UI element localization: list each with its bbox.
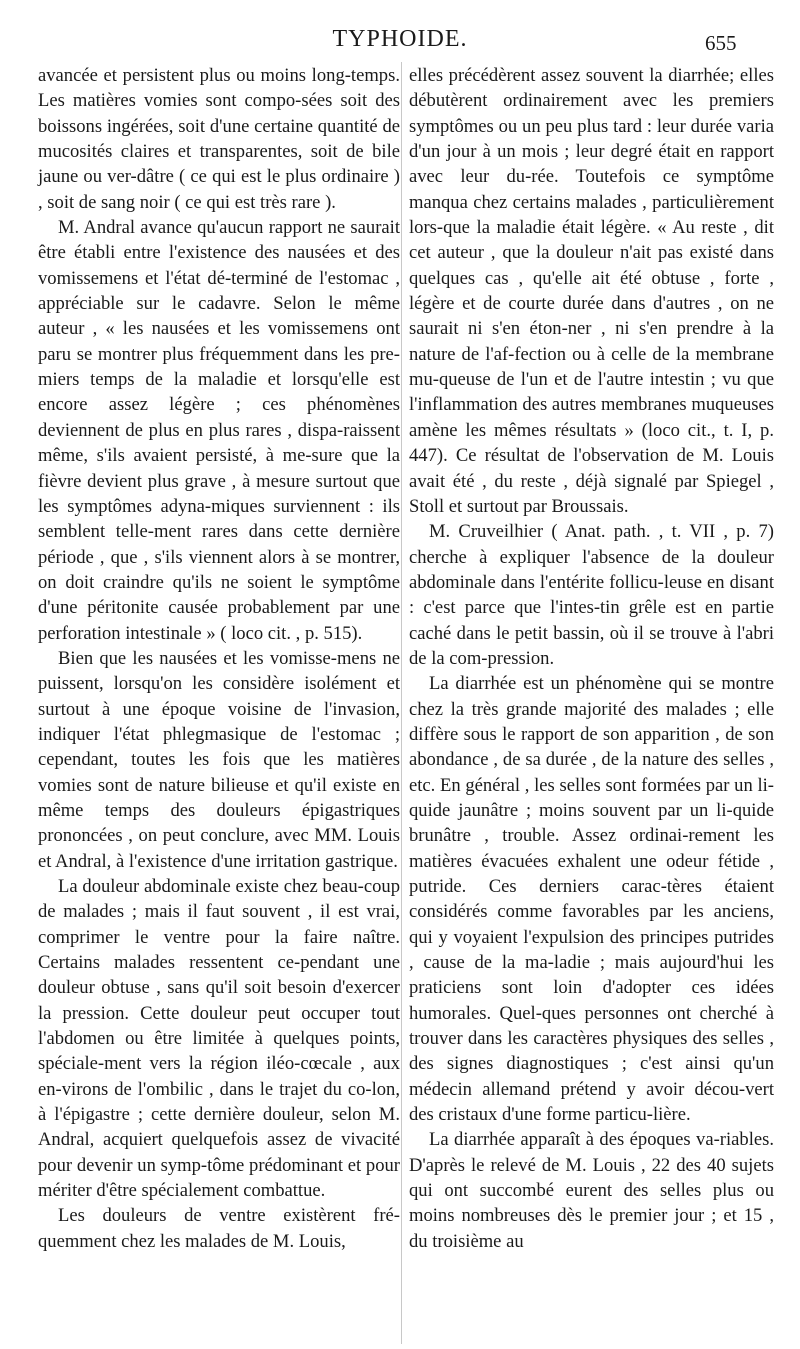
running-title: TYPHOIDE.: [332, 26, 468, 52]
paragraph: elles précédèrent assez souvent la diarrhée; elles débutèrent ordinairement avec les premiers symptômes ou un peu plus tard : leur durée varia d'un jour à un mois ; leur degré était en rapport avec leur du-rée. Toutefois ce symptôme manqua chez certains malades , particulièrement lors-que la maladie était légère. « Au reste , dit cet auteur , que la douleur n'ait pas existé dans quelques cas , qu'elle ait été obtuse , forte , légère et de courte durée dans d'autres , on ne saurait ni s'en éton-ner , ni s'en prendre à la nature de l'af-fection ou à celle de la membrane mu-queuse de l'un et de l'autre intestin ; vu que l'inflammation des autres membranes muqueuses amène les mêmes résultats » (loco cit., t. I, p. 447). Ce résultat de l'observation de M. Louis avait été , du reste , déjà signalé par Spiegel , Stoll et surtout par Broussais.: [409, 65, 774, 517]
right-column: [409, 63, 774, 1254]
running-head: [140, 26, 660, 54]
column-divider: [401, 62, 402, 1344]
paragraph: M. Andral avance qu'aucun rapport ne saurait être établi entre l'existence des nausées et des vomissemens et l'état dé-terminé de l'estomac , appréciable sur le cadavre. Selon le même auteur , « les nausées et les vomissemens ont paru se montrer plus fréquemment dans les pre-miers temps de la maladie et lorsqu'elle est encore assez légère ; ces phénomènes deviennent de plus en plus rares , dispa-raissent même, s'ils avaient persisté, à me-sure que la fièvre devient plus grave , à mesure surtout que les symptômes adyna-miques surviennent : ils semblent telle-ment rares dans cette dernière période , que , s'ils viennent alors à se montrer, on doit craindre qu'ils ne soient le symptôme d'une péritonite causée probablement par une perforation intestinale » ( loco cit. , p. 515).: [38, 217, 400, 644]
page-number: 655: [705, 31, 737, 55]
paragraph: Les douleurs de ventre existèrent fré-quemment chez les malades de M. Louis,: [38, 1205, 400, 1252]
paragraph: La diarrhée apparaît à des époques va-riables. D'après le relevé de M. Louis , 22 des 40 sujets qui ont succombé eurent des selles plus ou moins nombreuses dès le premier jour ; et 15 , du troisième au: [409, 1129, 774, 1252]
paragraph: La diarrhée est un phénomène qui se montre chez la très grande majorité des malades ; elle diffère sous le rapport de son apparition , de son abondance , de sa durée , de la nature des selles , etc. En général , les selles sont formées par un li-quide jaunâtre ; moins souvent par un li-quide brunâtre , trouble. Assez ordinai-rement les matières évacuées exhalent une odeur fétide , putride. Ces derniers carac-tères étaient considérés comme favorables par les anciens, qui y voyaient l'expulsion des principes putrides , cause de la ma-ladie ; mais aujourd'hui les praticiens sont loin d'adopter ces idées humorales. Quel-ques personnes ont cherché à trouver dans les caractères physiques des selles , des signes diagnostiques ; c'est ainsi qu'un médecin allemand prétend y avoir décou-vert des cristaux d'une forme particu-lière.: [409, 673, 774, 1126]
paragraph: La douleur abdominale existe chez beau-coup de malades ; mais il faut souvent , il est vrai, comprimer le ventre pour la faire naître. Certains malades ressentent ce-pendant une douleur obtuse , sans qu'il soit besoin d'exercer la pression. Cette douleur peut occuper tout l'abdomen ou être limitée à quelques points, spéciale-ment vers la région iléo-cœcale , aux en-virons de l'ombilic , dans le trajet du co-lon, à l'épigastre ; cette dernière douleur, selon M. Andral, acquiert quelquefois assez de vivacité pour devenir un symp-tôme prédominant et pour mériter d'être spécialement combattue.: [38, 876, 400, 1202]
left-column: [38, 63, 400, 1254]
paragraph: Bien que les nausées et les vomisse-mens ne puissent, lorsqu'on les considère isolément et surtout à une époque voisine de l'invasion, indiquer l'état phlegmasique de l'estomac ; cependant, toutes les fois que les matières vomies sont de nature bilieuse et qu'il existe en même temps des douleurs épigastriques prononcées , on peut conclure, avec MM. Louis et Andral, à l'existence d'une irritation gastrique.: [38, 647, 400, 872]
paragraph: avancée et persistent plus ou moins long-temps. Les matières vomies sont compo-sées soit des boissons ingérées, soit d'une certaine quantité de mucosités claires et transparentes, soit de bile jaune ou ver-dâtre ( ce qui est le plus ordinaire ) , soit de sang noir ( ce qui est très rare ).: [38, 65, 400, 213]
paragraph: M. Cruveilhier ( Anat. path. , t. VII , p. 7) cherche à expliquer l'absence de la douleur abdominale dans l'entérite follicu-leuse en disant : c'est parce que l'intes-tin grêle est en partie caché dans le petit bassin, où il se trouve à l'abri de la com-pression.: [409, 521, 774, 669]
